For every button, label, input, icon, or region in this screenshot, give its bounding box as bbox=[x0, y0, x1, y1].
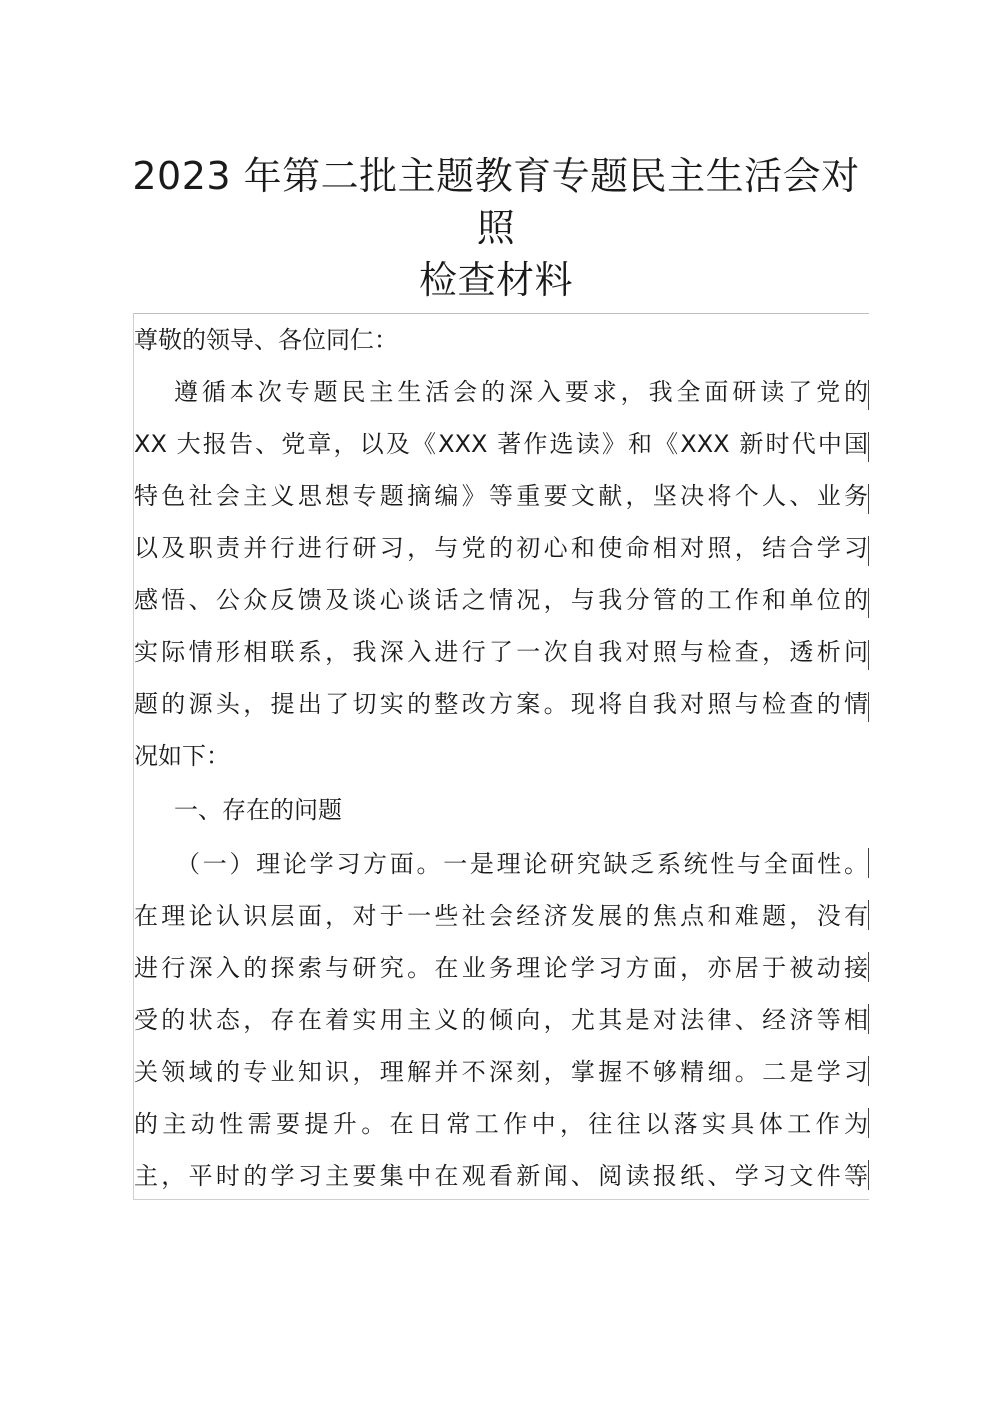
paragraph-line: 关领域的专业知识，理解并不深刻，掌握不够精细。二是学习 bbox=[134, 1058, 868, 1086]
paragraph-line: 主，平时的学习主要集中在观看新闻、阅读报纸、学习文件等 bbox=[134, 1162, 868, 1190]
margin-marker bbox=[868, 1056, 869, 1086]
margin-marker bbox=[868, 588, 869, 618]
paragraph-line: 实际情形相联系，我深入进行了一次自我对照与检查，透析问 bbox=[134, 638, 868, 666]
paragraph-line: 感悟、公众反馈及谈心谈话之情况，与我分管的工作和单位的 bbox=[134, 586, 868, 614]
margin-marker bbox=[868, 432, 869, 462]
paragraph-line: 的主动性需要提升。在日常工作中，往往以落实具体工作为 bbox=[134, 1110, 868, 1138]
section-heading: 一、存在的问题 bbox=[174, 796, 342, 824]
paragraph-line: 题的源头，提出了切实的整改方案。现将自我对照与检查的情 bbox=[134, 690, 868, 718]
margin-marker bbox=[868, 1108, 869, 1138]
paragraph-line: （一）理论学习方面。一是理论研究缺乏系统性与全面性。 bbox=[176, 850, 868, 878]
paragraph-line: 遵循本次专题民主生活会的深入要求，我全面研读了党的 bbox=[174, 378, 868, 406]
margin-marker bbox=[868, 1004, 869, 1034]
margin-marker bbox=[868, 692, 869, 722]
margin-marker bbox=[868, 1160, 869, 1190]
margin-marker bbox=[868, 484, 869, 514]
paragraph-line: 进行深入的探索与研究。在业务理论学习方面，亦居于被动接 bbox=[134, 954, 868, 982]
paragraph-line: 特色社会主义思想专题摘编》等重要文献，坚决将个人、业务 bbox=[134, 482, 868, 510]
margin-marker bbox=[868, 380, 869, 410]
paragraph-line: 在理论认识层面，对于一些社会经济发展的焦点和难题，没有 bbox=[134, 902, 868, 930]
paragraph-line: 以及职责并行进行研习，与党的初心和使命相对照，结合学习 bbox=[134, 534, 868, 562]
paragraph-line: 受的状态，存在着实用主义的倾向，尤其是对法律、经济等相 bbox=[134, 1006, 868, 1034]
title-line-2: 检查材料 bbox=[418, 258, 573, 302]
margin-marker bbox=[868, 848, 869, 878]
paragraph-line: XX 大报告、党章，以及《XXX 著作选读》和《XXX 新时代中国 bbox=[134, 430, 868, 458]
salutation: 尊敬的领导、各位同仁： bbox=[134, 326, 398, 354]
margin-marker bbox=[868, 900, 869, 930]
title-line-1: 2023 年第二批主题教育专题民主生活会对照 bbox=[132, 154, 860, 250]
paragraph-line: 况如下： bbox=[134, 742, 230, 770]
document-title bbox=[120, 150, 872, 306]
margin-marker bbox=[868, 536, 869, 566]
margin-marker bbox=[868, 952, 869, 982]
margin-marker bbox=[868, 640, 869, 670]
